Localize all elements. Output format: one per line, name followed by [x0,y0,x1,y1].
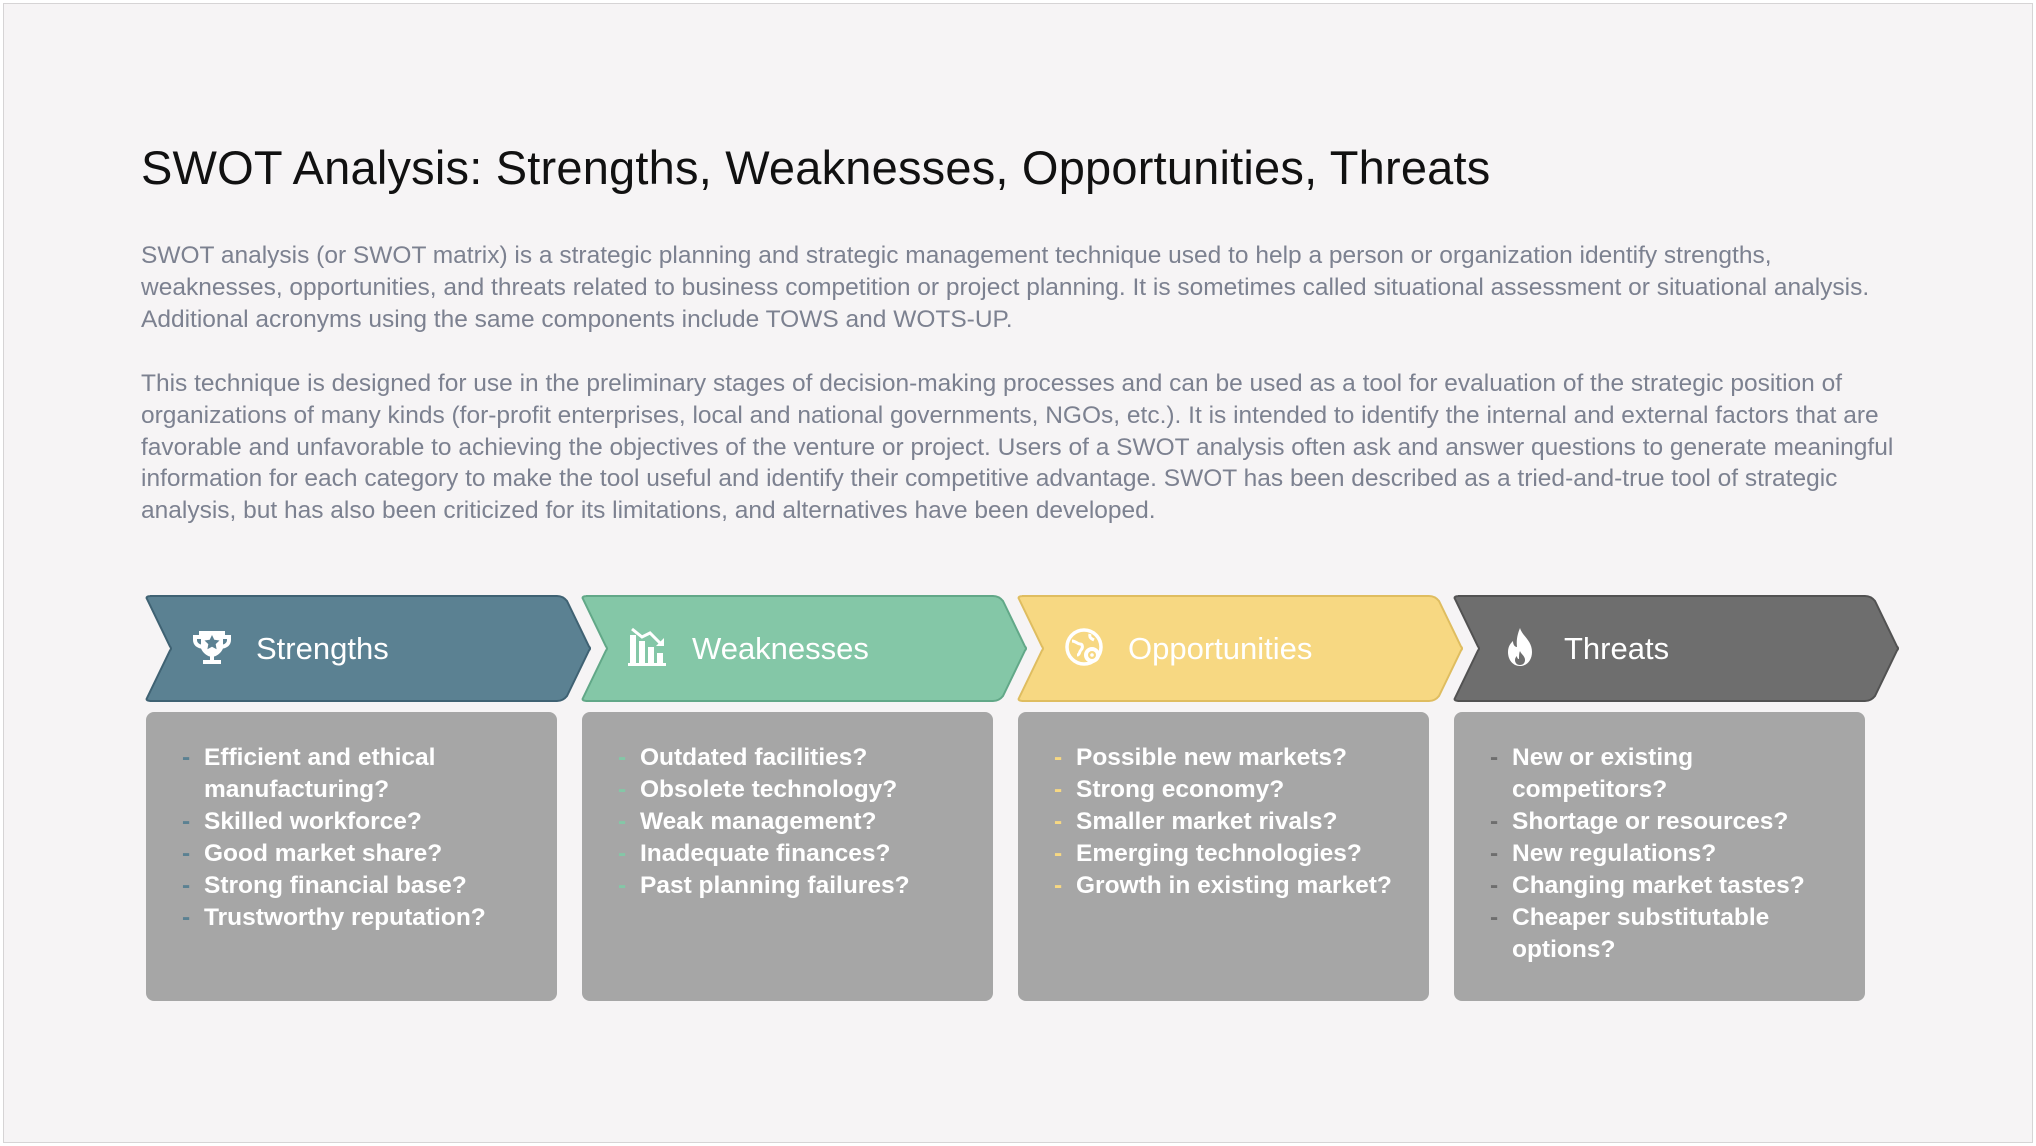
list-item-text: Shortage or resources? [1512,808,1789,835]
bullet-dash: - [182,840,191,867]
banner-label: Weaknesses [692,631,869,666]
item-list [618,742,973,902]
list-item-text: Emerging technologies? [1076,840,1362,867]
list-item-text: New or existing competitors? [1512,744,1694,803]
bullet-dash: - [1490,744,1499,771]
flame-icon [1498,625,1542,669]
list-item [182,838,537,870]
bullet-dash: - [618,840,627,867]
card-opportunities [1018,712,1429,1001]
list-item [1490,806,1845,838]
bullet-dash: - [1054,872,1063,899]
list-item [618,838,973,870]
list-item [618,774,973,806]
list-item [618,870,973,902]
list-item-text: Obsolete technology? [640,776,898,803]
list-item [1490,838,1845,870]
bullet-dash: - [618,872,627,899]
list-item-text: Trustworthy reputation? [204,904,486,931]
list-item-text: Efficient and ethical manufacturing? [204,744,436,803]
slide [3,3,2033,1143]
list-item-text: Inadequate finances? [640,840,891,867]
list-item-text: Skilled workforce? [204,808,422,835]
card-weaknesses [582,712,993,1001]
page-title: SWOT Analysis: Strengths, Weaknesses, Opportunities, Threats [141,141,1491,194]
list-item [182,870,537,902]
bullet-dash: - [618,776,627,803]
card-threats [1454,712,1865,1001]
bullet-dash: - [1490,808,1499,835]
trophy-icon [190,625,234,669]
list-item-text: Possible new markets? [1076,744,1347,771]
list-item [618,742,973,774]
list-item [182,742,537,806]
bullet-dash: - [182,904,191,931]
list-item [1490,742,1845,806]
list-item [182,806,537,838]
banner-label: Opportunities [1128,631,1313,666]
bullet-dash: - [1490,904,1499,931]
list-item-text: Outdated facilities? [640,744,868,771]
target-globe-icon [1062,625,1106,669]
banner-strengths [144,595,591,702]
bullet-dash: - [182,872,191,899]
bullet-dash: - [1054,808,1063,835]
description-paragraph: This technique is designed for use in the preliminary stages of decision-making processes and can be used as a tool for evaluation of the strategic position of organizations of many kinds (for-profit enterprises, local and national governments, NGOs, etc.). It is intended to identify the internal and external factors that are favorable and unfavorable to achieving the objectives of the venture or project. Users of a SWOT analysis often ask and answer questions to generate meaningful information for each category to make the tool useful and identify their competitive advantage. SWOT has been described as a tried-and-true tool of strategic analysis, but has also been criticized for its limitations, and alternatives have been developed. [141,370,1894,525]
list-item-text: Weak management? [640,808,877,835]
list-item-text: Strong economy? [1076,776,1285,803]
list-item [1054,742,1409,774]
list-item-text: Past planning failures? [640,872,910,899]
list-item [1054,806,1409,838]
bar-chart-decline-icon [626,625,670,669]
banner-threats [1452,595,1899,702]
list-item [1490,870,1845,902]
list-item-text: Strong financial base? [204,872,467,899]
list-item-text: New regulations? [1512,840,1717,867]
bullet-dash: - [1054,776,1063,803]
bullet-dash: - [182,808,191,835]
list-item [182,902,537,934]
bullet-dash: - [618,808,627,835]
card-strengths [146,712,557,1001]
banner-label: Strengths [256,631,389,666]
bullet-dash: - [618,744,627,771]
list-item-text: Changing market tastes? [1512,872,1805,899]
list-item-text: Cheaper substitutable options? [1512,904,1770,963]
list-item [1490,902,1845,966]
list-item-text: Growth in existing market? [1076,872,1392,899]
item-list [182,742,537,934]
bullet-dash: - [1054,840,1063,867]
item-list [1490,742,1845,966]
list-item [1054,870,1409,902]
intro-paragraph: SWOT analysis (or SWOT matrix) is a strategic planning and strategic management technique used to help a person or organization identify strengths, weaknesses, opportunities, and threats related to business competition or project planning. It is sometimes called situational assessment or situational analysis. Additional acronyms using the same components include TOWS and WOTS-UP. [141,242,1870,333]
list-item [1054,838,1409,870]
banner-opportunities [1016,595,1463,702]
item-list [1054,742,1409,902]
banner-label: Threats [1564,631,1670,666]
bullet-dash: - [182,744,191,771]
list-item [618,806,973,838]
banner-weaknesses [580,595,1027,702]
bullet-dash: - [1490,872,1499,899]
list-item-text: Good market share? [204,840,443,867]
bullet-dash: - [1490,840,1499,867]
bullet-dash: - [1054,744,1063,771]
list-item-text: Smaller market rivals? [1076,808,1338,835]
list-item [1054,774,1409,806]
